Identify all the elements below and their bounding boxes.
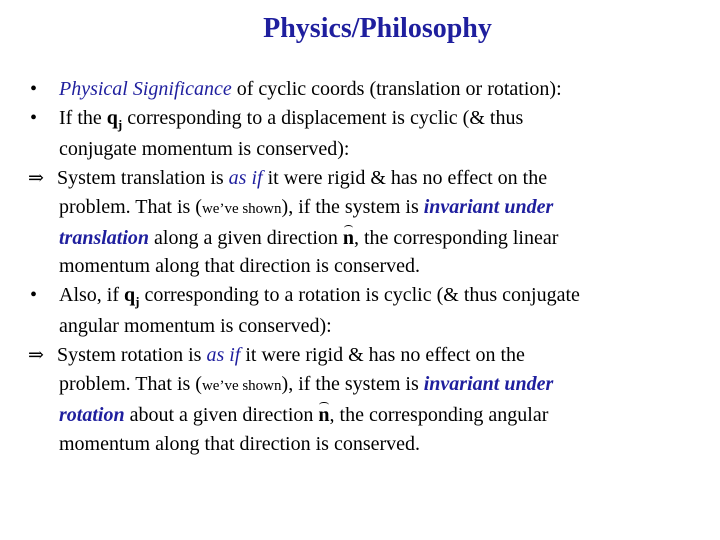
weve-shown-note: we’ve shown bbox=[201, 378, 282, 395]
implication-continuation bbox=[30, 224, 700, 253]
j-subscript: j bbox=[117, 116, 123, 132]
implication-text: , the corresponding linear bbox=[354, 226, 559, 249]
bullet-displacement-cyclic bbox=[30, 104, 700, 135]
implication-rotation bbox=[30, 341, 700, 370]
bullet-marker: • bbox=[30, 284, 38, 307]
as-if-emphasis: as if bbox=[228, 166, 263, 189]
implication-text: about a given direction bbox=[124, 403, 319, 426]
implication-continuation bbox=[30, 193, 700, 224]
bullet-physical-significance bbox=[30, 75, 700, 104]
unit-vector-n: n bbox=[343, 224, 354, 253]
j-subscript: j bbox=[135, 294, 140, 310]
bullet-text: If the bbox=[59, 106, 107, 129]
bullet-marker: • bbox=[30, 106, 38, 129]
bullet-continuation: conjugate momentum is conserved): bbox=[59, 137, 350, 160]
invariant-under-emphasis: invariant under bbox=[423, 195, 554, 218]
weve-shown-note: we’ve shown bbox=[201, 200, 282, 217]
bullet-text: corresponding to a rotation is cyclic (& thus conjugate bbox=[139, 284, 580, 307]
bullet-rotation-cyclic bbox=[30, 281, 700, 312]
physical-significance-emphasis: Physical Significance bbox=[59, 78, 232, 100]
bullet-text: of cyclic coords (translation or rotation): bbox=[231, 78, 562, 100]
implication-continuation: momentum along that direction is conserved. bbox=[59, 255, 421, 278]
q-symbol: q bbox=[106, 106, 118, 129]
implication-text: it were rigid & has no effect on the bbox=[262, 166, 548, 189]
implies-arrow-icon: ⇒ bbox=[28, 344, 44, 367]
bullet-text: Also, if bbox=[59, 284, 124, 307]
implication-continuation bbox=[30, 401, 700, 430]
implication-text: along a given direction bbox=[149, 226, 343, 249]
unit-vector-n: n bbox=[318, 401, 329, 430]
translation-emphasis: translation bbox=[59, 226, 150, 249]
bullet-text: corresponding to a displacement is cyclic (& thus bbox=[122, 106, 524, 129]
bullet-continuation: angular momentum is conserved): bbox=[59, 315, 332, 338]
q-symbol: q bbox=[124, 284, 136, 307]
implication-text: problem. That is ( bbox=[59, 373, 202, 396]
implication-text: ), if the system is bbox=[281, 373, 424, 396]
implication-text: System rotation is bbox=[57, 344, 207, 367]
rotation-emphasis: rotation bbox=[59, 403, 125, 426]
bullet-marker: • bbox=[30, 78, 38, 100]
implication-translation bbox=[30, 164, 700, 193]
implication-text: problem. That is ( bbox=[59, 195, 202, 218]
implication-continuation: momentum along that direction is conserved. bbox=[59, 432, 421, 455]
implication-text: it were rigid & has no effect on the bbox=[240, 344, 525, 367]
as-if-emphasis: as if bbox=[206, 344, 241, 367]
implication-text: System translation is bbox=[57, 166, 229, 189]
implication-text: ), if the system is bbox=[281, 195, 424, 218]
invariant-under-emphasis: invariant under bbox=[423, 373, 554, 396]
implies-arrow-icon: ⇒ bbox=[28, 166, 44, 189]
implication-continuation bbox=[30, 370, 700, 401]
page-title: Physics/Philosophy bbox=[263, 13, 492, 44]
slide-body bbox=[30, 75, 700, 459]
implication-text: , the corresponding angular bbox=[329, 403, 549, 426]
